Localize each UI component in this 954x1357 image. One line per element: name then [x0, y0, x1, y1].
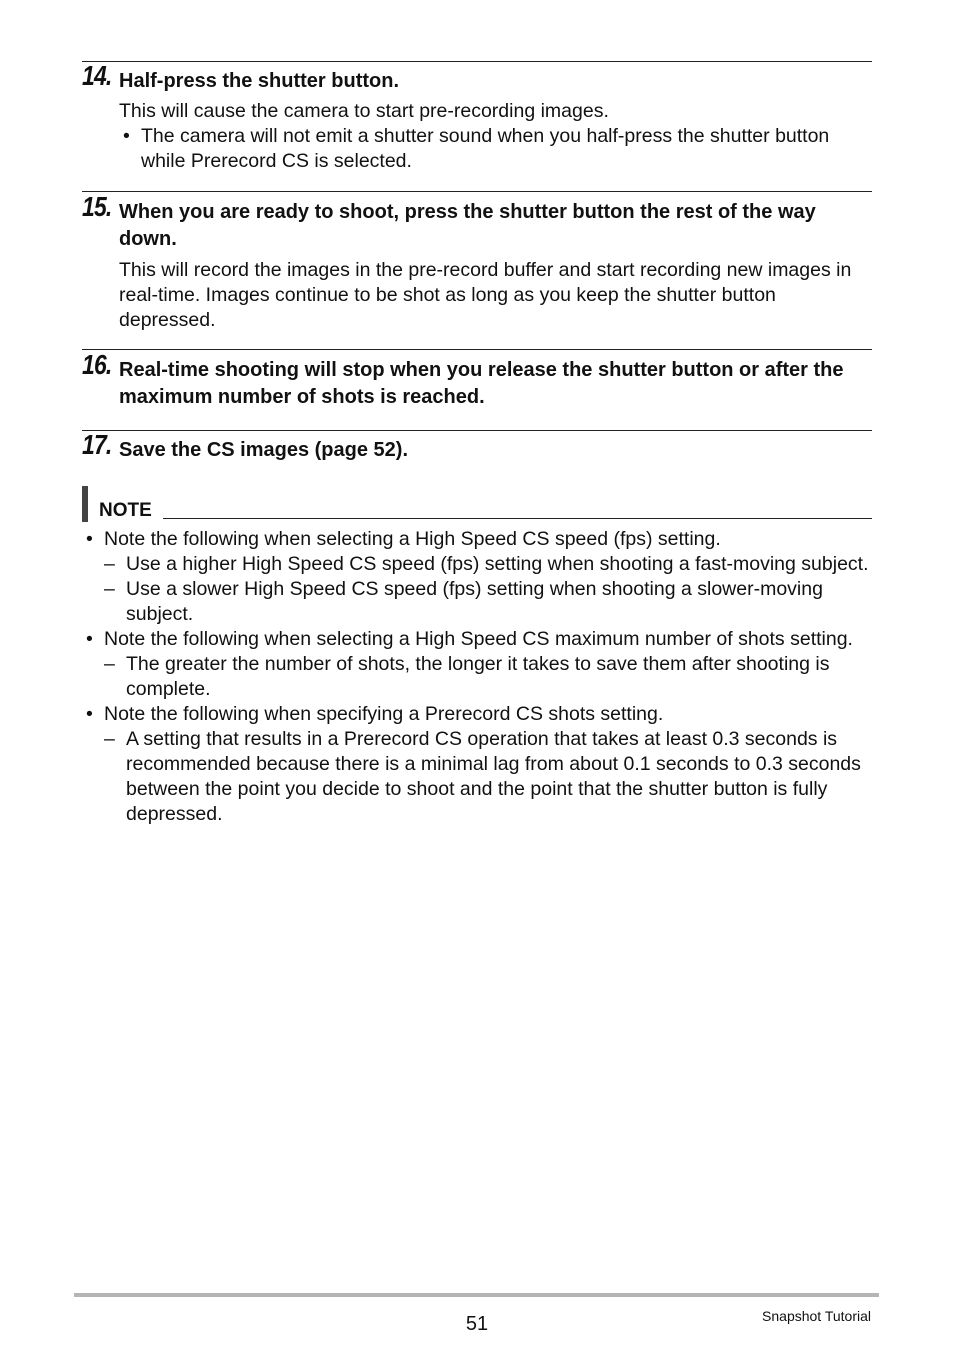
bullet-icon: •	[86, 703, 93, 725]
step-number: 15.	[82, 191, 112, 222]
divider	[82, 61, 872, 62]
step-title: Save the CS images (page 52).	[119, 439, 409, 461]
note-subitem-text: A setting that results in a Prerecord CS operation that takes at least 0.3 seconds is recommended because there is a minimal lag from about 0.1 seconds to 0.3 seconds between the point you decide to shoot and the point that the shutter button is fully depressed.	[126, 728, 861, 825]
step-title: When you are ready to shoot, press the shutter button the rest of the way down.	[119, 201, 816, 250]
dash-icon: –	[104, 553, 115, 575]
note-subitem	[82, 577, 872, 627]
note-bar-icon	[82, 486, 88, 522]
note-item	[82, 627, 872, 652]
note-heading	[82, 486, 872, 522]
step-body: This will record the images in the pre-record buffer and start recording new images in real-time. Images continue to be shot as long as you keep the shutter button depressed.	[119, 259, 852, 331]
note-label: NOTE	[99, 500, 152, 521]
step-16	[82, 349, 872, 411]
step-title: Real-time shooting will stop when you release the shutter button or after the maximum number of shots is reached.	[119, 359, 844, 408]
note-subitem-text: Use a slower High Speed CS speed (fps) setting when shooting a slower-moving subject.	[126, 578, 823, 625]
note-item-text: Note the following when selecting a High Speed CS speed (fps) setting.	[104, 528, 721, 550]
bullet-icon: •	[86, 528, 93, 550]
note-item-text: Note the following when selecting a High Speed CS maximum number of shots setting.	[104, 628, 853, 650]
step-bullet-text: The camera will not emit a shutter sound when you half-press the shutter button while Prerecord CS is selected.	[141, 125, 830, 172]
note-subitem-text: The greater the number of shots, the longer it takes to save them after shooting is complete.	[126, 653, 830, 700]
dash-icon: –	[104, 653, 115, 675]
step-number: 17.	[82, 429, 112, 460]
note-subitem	[82, 552, 872, 577]
divider	[82, 349, 872, 350]
bullet-icon: •	[86, 628, 93, 650]
divider	[82, 430, 872, 431]
note-subitem	[82, 652, 872, 702]
dash-icon: –	[104, 728, 115, 750]
step-15	[82, 191, 872, 333]
step-bullet	[119, 124, 872, 174]
note-subitem-text: Use a higher High Speed CS speed (fps) setting when shooting a fast-moving subject.	[126, 553, 869, 575]
step-17	[82, 429, 872, 464]
note-item	[82, 527, 872, 552]
note-item-text: Note the following when specifying a Prerecord CS shots setting.	[104, 703, 664, 725]
step-14	[82, 60, 872, 174]
divider	[82, 191, 872, 192]
step-title: Half-press the shutter button.	[119, 70, 400, 92]
step-number: 14.	[82, 60, 112, 91]
note-item	[82, 702, 872, 727]
step-body: This will cause the camera to start pre-recording images.	[119, 100, 609, 122]
note-list	[82, 527, 872, 827]
note-divider	[163, 518, 872, 519]
bullet-icon: •	[123, 125, 130, 147]
section-name: Snapshot Tutorial	[762, 1308, 871, 1324]
note-subitem	[82, 727, 872, 827]
step-number: 16.	[82, 349, 112, 380]
footer-divider	[74, 1293, 879, 1297]
dash-icon: –	[104, 578, 115, 600]
page-number: 51	[465, 1313, 489, 1335]
